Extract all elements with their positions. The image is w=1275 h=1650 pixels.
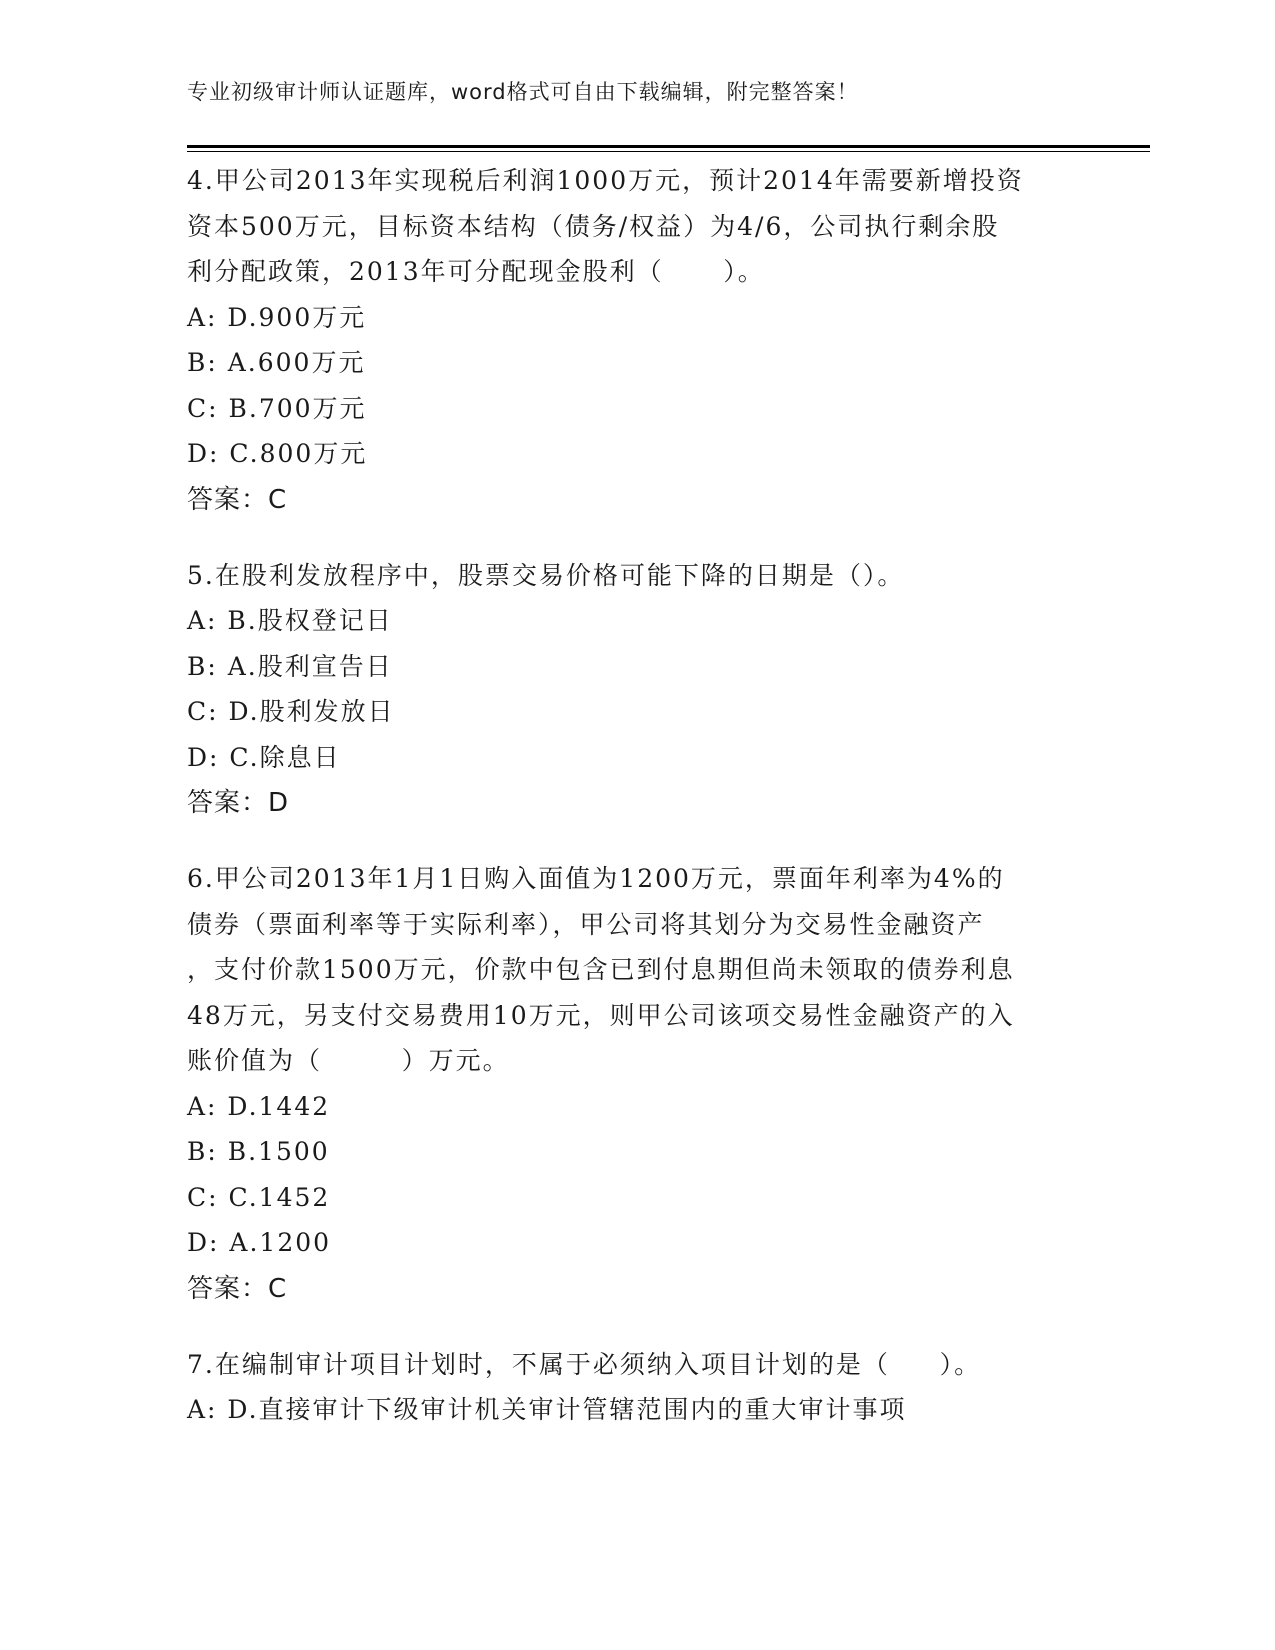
- option-a: A: D.900万元: [187, 302, 367, 332]
- question-7: [187, 1342, 1087, 1433]
- option-b: B: A.600万元: [187, 348, 366, 377]
- question-stem-line: 7.在编制审计项目计划时，不属于必须纳入项目计划的是（ ）。: [187, 1349, 982, 1379]
- option-b: B: B.1500: [187, 1137, 330, 1166]
- header-rule-thick: [187, 145, 1150, 148]
- option-c: C: C.1452: [187, 1182, 331, 1212]
- option-a: A: B.股权登记日: [187, 606, 393, 635]
- question-5: [187, 553, 1087, 827]
- answer-label: 答案：C: [187, 484, 288, 515]
- option-c: C: D.股利发放日: [187, 697, 395, 726]
- question-stem-line: 资本500万元，目标资本结构（债务/权益）为4/6，公司执行剩余股: [187, 211, 1000, 241]
- question-stem-line: ，支付价款1500万元，价款中包含已到付息期但尚未领取的债券利息: [187, 955, 1015, 984]
- question-stem-line: 账价值为（ ）万元。: [187, 1046, 510, 1075]
- question-stem-line: 4.甲公司2013年实现税后利润1000万元，预计2014年需要新增投资: [187, 166, 1024, 195]
- question-6: [187, 856, 1087, 1312]
- question-stem-line: 6.甲公司2013年1月1日购入面值为1200万元，票面年利率为4%的: [187, 864, 1005, 893]
- header-rule-thin: [187, 151, 1150, 152]
- option-b: B: A.股利宣告日: [187, 651, 393, 681]
- question-list: [187, 158, 1087, 1463]
- question-stem-line: 5.在股利发放程序中，股票交易价格可能下降的日期是（）。: [187, 560, 905, 590]
- question-stem-line: 48万元，另支付交易费用10万元，则甲公司该项交易性金融资产的入: [187, 1000, 1015, 1030]
- option-a: A: D.直接审计下级审计机关审计管辖范围内的重大审计事项: [187, 1395, 907, 1424]
- option-d: D: C.除息日: [187, 742, 341, 772]
- option-a: A: D.1442: [187, 1091, 331, 1121]
- question-stem-line: 利分配政策，2013年可分配现金股利（ ）。: [187, 257, 765, 286]
- option-d: D: C.800万元: [187, 439, 368, 468]
- answer-label: 答案：D: [187, 788, 290, 818]
- question-4: [187, 158, 1087, 523]
- question-stem-line: 债券（票面利率等于实际利率），甲公司将其划分为交易性金融资产: [187, 909, 985, 939]
- option-d: D: A.1200: [187, 1228, 332, 1257]
- document-header: 专业初级审计师认证题库，word格式可自由下载编辑，附完整答案！: [187, 80, 859, 104]
- option-c: C: B.700万元: [187, 393, 367, 423]
- answer-label: 答案：C: [187, 1273, 288, 1304]
